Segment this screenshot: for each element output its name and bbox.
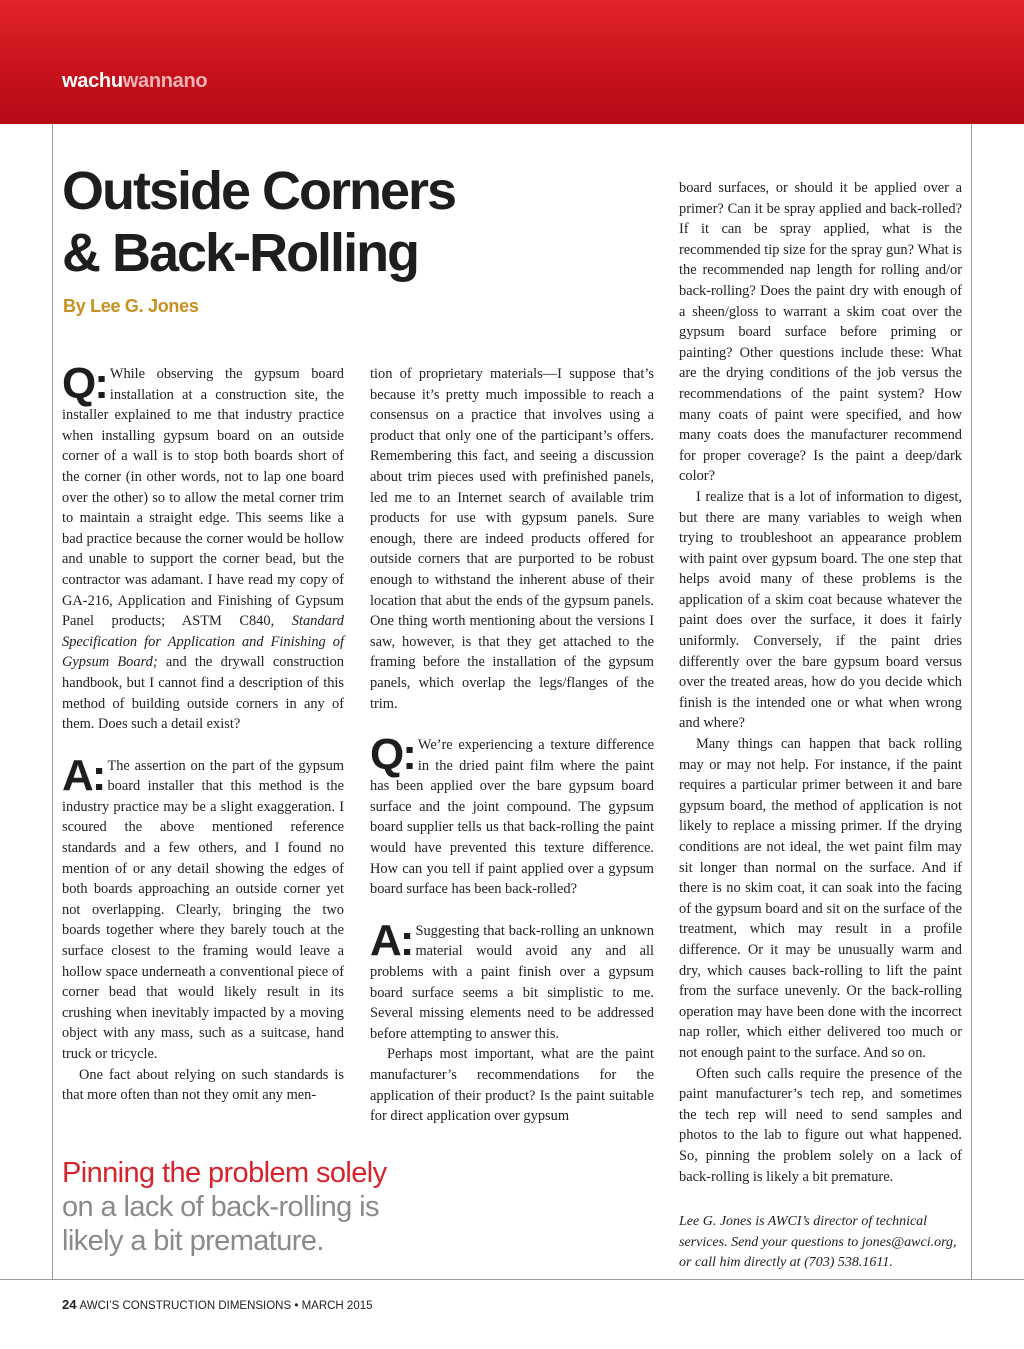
question-1 [62,359,344,735]
pull-quote [62,1156,442,1258]
page-number: 24 [62,1297,77,1312]
answer-1-text: The assertion on the part of the gypsum board installer that this method is the industry practice may be a slight exaggeration. I scoured the above mentioned reference standards and a few others, and I found no mention of or any detail showing the edges of both boards approaching an outside corner yet not overlapping. Clearly, bringing the two boards together where they barely touch at the surface closest to the framing would leave a hollow space underneath a conventional piece of corner bead that would likely result in its crushing when inevitably impacted by a moving object with any mass, such as a suitcase, hand truck or tricycle. [62,757,344,1062]
department-label [62,70,207,93]
frame-left-rule [52,124,53,1279]
question-1-italic: Standard Specification for Application and Finishing of Gypsum Board; [62,613,344,671]
answer-1 [62,750,344,1065]
question-mark-label: Q: [62,359,107,408]
answer-2-continued: board surfaces, or should it be applied over a primer? Can it be spray applied and back-rolled? If it can be spray applied, what is the recommended tip size for the spray gun? What is the recommended nap length for rolling and/or back-rolling? Does the paint dry with enough of a sheen/gloss to warrant a skim coat over the gypsum board surface before priming or painting? Other questions include these: What are the drying conditions of the job versus the recommendations of the paint system? How many coats of paint were specified, and how many coats does the manufacturer recommend for proper coverage? Is the paint a deep/dark color? [679,180,962,485]
answer-2-paragraph-5: Often such calls require the presence of the paint manufacturer’s tech rep, and sometimes the tech rep will need to send samples and photos to the lab to figure out what happened. So, pinning the problem solely on a lack of back-rolling is likely a bit premature. [679,1065,962,1185]
answer-2-paragraph-3: I realize that is a lot of information to digest, but there are many variables to weigh when trying to troubleshoot an appearance problem with paint over gypsum board. The one step that helps avoid many of these problems is the application of a skim coat because whatever the paint does over the surface, it does it fairly uniformly. Conversely, if the paint dries differently over the bare gypsum board versus over the treated areas, how do you decide which finish is the intended one or what when wrong and where? [679,488,962,732]
brand-bold: wachu [62,70,123,92]
brand-light: wannano [122,70,208,92]
answer-1-paragraph-2: One fact about relying on such standards is that more often than not they omit any men- [62,1066,344,1104]
answer-mark-label: A: [62,750,105,800]
footer-text: AWCI’S CONSTRUCTION DIMENSIONS • MARCH 2015 [79,1300,373,1312]
answer-2 [370,915,654,1045]
answer-mark-label: A: [370,915,413,965]
frame-bottom-rule [0,1279,1024,1280]
question-1-end: and the drywall construction handbook, but I cannot find a description of this method of building outside corners in any of them. Does such a detail exist? [62,654,344,733]
pull-quote-red: Pinning the problem solely [62,1157,387,1189]
column-2 [370,364,654,1127]
frame-right-rule [971,124,972,1279]
article-title [62,160,622,284]
question-2-text: We’re experiencing a texture difference in the dried paint film where the paint has been applied over the bare gypsum board surface and the joint compound. The gypsum board supplier tells us that back-rolling the paint would have prevented this texture difference. How can you tell if paint applied over a gypsum board surface has been back-rolled? [370,737,654,898]
spacer [370,900,654,921]
pull-quote-gray: on a lack of back-rolling is likely a bit premature. [62,1191,379,1257]
question-2 [370,730,654,900]
answer-2-paragraph-4: Many things can happen that back rolling may or may not help. For instance, if the paint requires a particular primer between it and bare gypsum board, the method of application is not likely to replace a missing primer. If the drying conditions are not ideal, the wet paint film may sit longer than normal on the surface. And if there is no skim coat, it can soak into the facing of the gypsum board and sit on the surface of the treatment, which may result in a profile difference. Or it may be unusually warm and dry, which causes back-rolling to lift the paint from the surface unevenly. Or the back-rolling operation may have been done with the incorrect nap roller, which either delivered too much or not enough paint to the surface. And so on. [679,736,962,1061]
title-line-1: Outside Corners [62,161,456,221]
byline: By Lee G. Jones [63,296,199,316]
answer-1-continued: tion of proprietary materials—I suppose that’s because it’s pretty much impossible to reach a consensus on a practice that involves using a product that only one of the participant’s offers. Remembering this fact, and seeing a discussion about trim pieces used with prefinished panels, led me to an Internet search of available trim products for use with gypsum panels. Sure enough, there are indeed products offered for outside corners that are purported to be robust enough to withstand the inherent abuse of their location that abut the ends of the gypsum panels. One thing worth mentioning about the versions I saw, however, is that they get attached to the framing before the installation of the gypsum panels, which overlap the legs/flanges of the trim. [370,366,654,712]
header-banner [0,0,1024,124]
column-3 [679,178,962,1187]
column-1 [62,359,344,1106]
title-line-2: & Back-Rolling [62,223,419,283]
author-bio: Lee G. Jones is AWCI’s director of technical services. Send your questions to jones@awci.org, or call him directly at (703) 538.1611. [679,1214,957,1270]
answer-2-paragraph-2: Perhaps most important, what are the paint manufacturer’s recommendations for the application of their product? Is the paint suitable for direct application over gypsum [370,1046,654,1125]
question-mark-label: Q: [370,730,415,780]
page-footer [62,1297,373,1312]
spacer [62,735,344,756]
answer-2-text: Suggesting that back-rolling an unknown material would avoid any and all problems with a paint finish over a gypsum board surface seems a bit simplistic to me. Several missing elements need to be addressed before attempting to answer this. [370,922,654,1042]
question-1-text: While observing the gypsum board installation at a construction site, the installer explained to me that industry practice when installing gypsum board on an outside corner of a wall is to stop both boards short of the corner (in other words, not to lap one board over the other) so to allow the metal corner trim to maintain a straight edge. This seems like a bad practice because the corner would be hollow and unable to support the corner bead, but the contractor was adamant. I have read my copy of GA-216, Application and Finishing of Gypsum Panel products; ASTM C840, [62,366,344,630]
